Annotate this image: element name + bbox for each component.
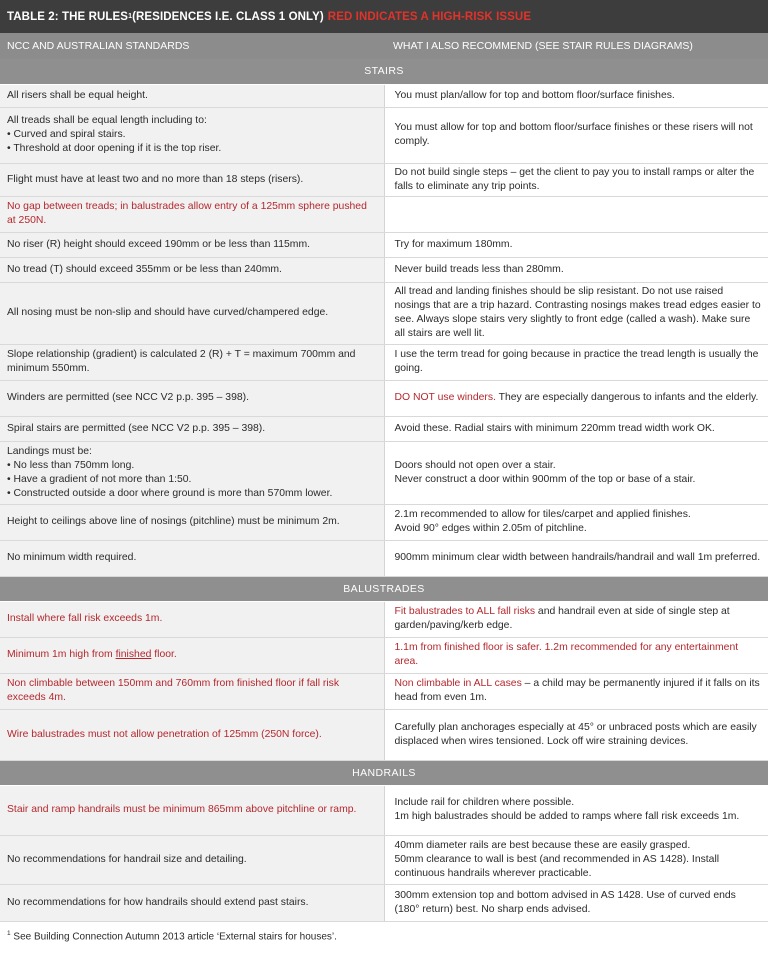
recommendation-cell: Include rail for children where possible. 1m high balustrades should be added to ramps where fall risk exceeds 1m. bbox=[384, 785, 768, 835]
table-row bbox=[0, 441, 768, 504]
standard-cell: Spiral stairs are permitted (see NCC V2 p.p. 395 – 398). bbox=[0, 416, 384, 441]
standard-cell: No riser (R) height should exceed 190mm or be less than 115mm. bbox=[0, 232, 384, 257]
recommendation-cell bbox=[384, 380, 768, 416]
table-row bbox=[0, 344, 768, 380]
section-header-handrails bbox=[0, 760, 768, 785]
section-header-stairs bbox=[0, 59, 768, 84]
section-label: BALUSTRADES bbox=[0, 576, 768, 601]
recommendation-cell: 40mm diameter rails are best because these are easily grasped. 50mm clearance to wall is best (and recommended in AS 1428). Install continuous handrails wherever practicable. bbox=[384, 835, 768, 884]
recommendation-cell bbox=[384, 637, 768, 673]
high-risk-text: Fit balustrades to ALL fall risks bbox=[394, 606, 536, 617]
rules-table bbox=[0, 59, 768, 922]
recommendation-cell: Never build treads less than 280mm. bbox=[384, 257, 768, 282]
table-row bbox=[0, 107, 768, 163]
standard-text: Minimum 1m high from bbox=[7, 649, 116, 660]
recommendation-cell: Do not build single steps – get the client to pay you to install ramps or alter the falls to eliminate any trip points. bbox=[384, 163, 768, 196]
standard-cell: Stair and ramp handrails must be minimum 865mm above pitchline or ramp. bbox=[0, 785, 384, 835]
standard-cell: Height to ceilings above line of nosings (pitchline) must be minimum 2m. bbox=[0, 504, 384, 540]
standard-cell: Install where fall risk exceeds 1m. bbox=[0, 601, 384, 637]
high-risk-text: 1.1m from finished floor is safer. 1.2m recommended for any entertainment area. bbox=[394, 642, 739, 667]
recommendation-cell: Doors should not open over a stair. Never construct a door within 900mm of the top or base of a stair. bbox=[384, 441, 768, 504]
recommendation-cell: You must allow for top and bottom floor/surface finishes or these risers will not comply. bbox=[384, 107, 768, 163]
standard-cell: All nosing must be non-slip and should have curved/champered edge. bbox=[0, 282, 384, 344]
standard-cell: Non climbable between 150mm and 760mm from finished floor if fall risk exceeds 4m. bbox=[0, 673, 384, 709]
standard-cell: No minimum width required. bbox=[0, 540, 384, 576]
recommendation-text: – a child may be permanently injured if it falls on its head from even 1m. bbox=[394, 678, 760, 703]
title-suffix: (RESIDENCES I.E. CLASS 1 ONLY) bbox=[132, 10, 324, 23]
table-row bbox=[0, 257, 768, 282]
table-row bbox=[0, 884, 768, 921]
table-row bbox=[0, 84, 768, 107]
recommendation-cell: I use the term tread for going because in practice the tread length is usually the going. bbox=[384, 344, 768, 380]
standard-cell: No gap between treads; in balustrades allow entry of a 125mm sphere pushed at 250N. bbox=[0, 196, 384, 232]
high-risk-text: Non climbable in ALL cases bbox=[394, 678, 522, 689]
recommendation-cell bbox=[384, 673, 768, 709]
table-row bbox=[0, 416, 768, 441]
recommendation-cell: Carefully plan anchorages especially at 45° or unbraced posts which are easily displaced when wires tensioned. Lock off wire straining devices. bbox=[384, 709, 768, 760]
table-row bbox=[0, 163, 768, 196]
section-header-balustrades bbox=[0, 576, 768, 601]
section-label: STAIRS bbox=[0, 59, 768, 84]
recommendation-text: They are especially dangerous to infants and the elderly. bbox=[495, 392, 759, 403]
table-row bbox=[0, 196, 768, 232]
recommendation-cell: Try for maximum 180mm. bbox=[384, 232, 768, 257]
recommendation-cell bbox=[384, 601, 768, 637]
table-row bbox=[0, 232, 768, 257]
standard-text: floor. bbox=[151, 649, 177, 660]
table-row bbox=[0, 601, 768, 637]
table-row bbox=[0, 785, 768, 835]
recommendation-cell: All tread and landing finishes should be slip resistant. Do not use raised nosings that are a trip hazard. Contrasting nosings makes tread edges easier to see. Always slope stairs very slightly to front edge (called a wash). Make sure all stairs are well lit. bbox=[384, 282, 768, 344]
standard-cell: All treads shall be equal length including to: • Curved and spiral stairs. • Threshold at door opening if it is the top riser. bbox=[0, 107, 384, 163]
table-row bbox=[0, 380, 768, 416]
table-row bbox=[0, 282, 768, 344]
table-row bbox=[0, 540, 768, 576]
column-header-right: WHAT I ALSO RECOMMEND (SEE STAIR RULES DIAGRAMS) bbox=[393, 40, 693, 52]
standard-cell: Slope relationship (gradient) is calculated 2 (R) + T = maximum 700mm and minimum 550mm. bbox=[0, 344, 384, 380]
table-row bbox=[0, 709, 768, 760]
standard-cell: Landings must be: • No less than 750mm long. • Have a gradient of not more than 1:50. • Constructed outside a door where ground is more than 570mm lower. bbox=[0, 441, 384, 504]
column-headers bbox=[0, 33, 768, 59]
table-row bbox=[0, 504, 768, 540]
footnote bbox=[0, 922, 768, 942]
recommendation-cell: 900mm minimum clear width between handrails/handrail and wall 1m preferred. bbox=[384, 540, 768, 576]
table-row bbox=[0, 835, 768, 884]
high-risk-legend: RED INDICATES A HIGH-RISK ISSUE bbox=[327, 10, 532, 23]
column-header-left: NCC AND AUSTRALIAN STANDARDS bbox=[7, 40, 190, 52]
standard-cell: No tread (T) should exceed 355mm or be less than 240mm. bbox=[0, 257, 384, 282]
recommendation-cell: You must plan/allow for top and bottom floor/surface finishes. bbox=[384, 84, 768, 107]
recommendation-text: and handrail even at side of single step at garden/paving/kerb edge. bbox=[394, 606, 730, 631]
recommendation-cell: Avoid these. Radial stairs with minimum 220mm tread width work OK. bbox=[384, 416, 768, 441]
recommendation-cell: 300mm extension top and bottom advised in AS 1428. Use of curved ends (180° return) best. No sharp ends advised. bbox=[384, 884, 768, 921]
standard-cell: Winders are permitted (see NCC V2 p.p. 395 – 398). bbox=[0, 380, 384, 416]
table-row bbox=[0, 673, 768, 709]
high-risk-text: DO NOT use winders. bbox=[394, 392, 496, 403]
standard-cell bbox=[0, 637, 384, 673]
section-label: HANDRAILS bbox=[0, 760, 768, 785]
title-prefix: TABLE 2: THE RULES bbox=[7, 10, 129, 23]
footnote-text: See Building Connection Autumn 2013 article ‘External stairs for houses’. bbox=[10, 930, 337, 942]
standard-cell: Flight must have at least two and no more than 18 steps (risers). bbox=[0, 163, 384, 196]
standard-cell: No recommendations for how handrails should extend past stairs. bbox=[0, 884, 384, 921]
table-row bbox=[0, 637, 768, 673]
recommendation-cell bbox=[384, 196, 768, 232]
recommendation-cell: 2.1m recommended to allow for tiles/carpet and applied finishes. Avoid 90° edges within 2.05m of pitchline. bbox=[384, 504, 768, 540]
underlined-text: finished bbox=[115, 649, 152, 660]
standard-cell: No recommendations for handrail size and detailing. bbox=[0, 835, 384, 884]
standard-cell: Wire balustrades must not allow penetration of 125mm (250N force). bbox=[0, 709, 384, 760]
footnote-mark: 1 bbox=[7, 929, 11, 937]
standard-cell: All risers shall be equal height. bbox=[0, 84, 384, 107]
title-footnote-mark: 1 bbox=[128, 13, 133, 20]
table-title bbox=[0, 0, 768, 33]
